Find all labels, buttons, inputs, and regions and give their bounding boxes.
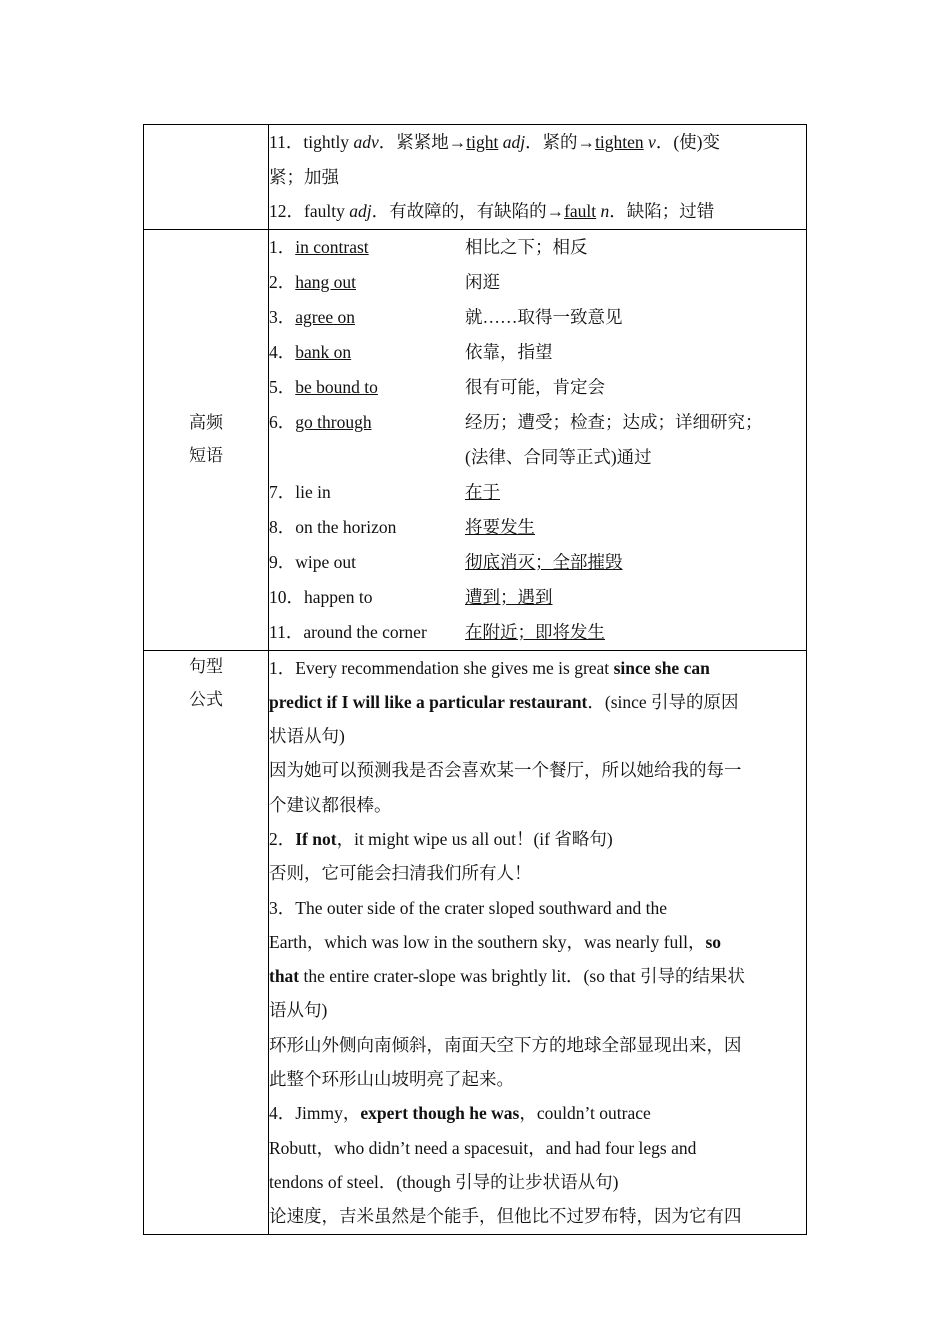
sentence-3: 3．The outer side of the crater sloped southward and the [269, 897, 667, 918]
category-label: 短语 [189, 445, 223, 466]
vocab-item-12: 12．faulty adj．有故障的，有缺陷的→fault n．缺陷；过错 [269, 201, 715, 221]
sentence-3-line: 语从句) [269, 1000, 328, 1021]
sentence-4-line: tendons of steel．(though 引导的让步状语从句) [269, 1171, 619, 1192]
category-cell-sentences [144, 650, 269, 1234]
sentence-3-line: that the entire crater-slope was brightly lit．(so that 引导的结果状 [269, 966, 745, 987]
vocabulary-table [143, 124, 807, 1235]
phrase-item: 5．be bound to 很有可能，肯定会 [269, 376, 605, 397]
phrase-list [269, 229, 807, 650]
sentence-4-line: Robutt，who didn’t need a spacesuit，and had four legs and [269, 1137, 697, 1158]
phrase-item: 9．wipe out 彻底消灭；全部摧毁 [269, 551, 623, 572]
phrase-item-cont: (法律、合同等正式)通过 [465, 446, 652, 467]
sentence-3-translation: 此整个环形山山坡明亮了起来。 [269, 1069, 514, 1090]
sentence-3-translation: 环形山外侧向南倾斜，南面天空下方的地球全部显现出来，因 [269, 1034, 742, 1055]
sentence-4: 4．Jimmy，expert though he was，couldn’t outrace [269, 1103, 651, 1124]
vocab-content [269, 125, 807, 230]
vocab-row [144, 125, 807, 230]
sentence-1-translation: 个建议都很棒。 [269, 794, 392, 815]
phrase-item: 10．happen to 遭到；遇到 [269, 586, 553, 607]
phrase-item: 3．agree on 就……取得一致意见 [269, 306, 623, 327]
phrase-item: 11．around the corner 在附近；即将发生 [269, 621, 605, 642]
sentence-1-line: predict if I will like a particular restaurant．(since 引导的原因 [269, 691, 739, 712]
sentence-4-translation: 论速度，吉米虽然是个能手，但他比不过罗布特，因为它有四 [269, 1206, 742, 1227]
phrase-item: 6．go through 经历；遭受；检查；达成；详细研究； [269, 411, 763, 432]
phrase-item: 4．bank on 依靠，指望 [269, 341, 553, 362]
sentence-1: 1．Every recommendation she gives me is great since she can [269, 657, 710, 678]
category-label: 句型 [189, 656, 223, 677]
sentence-2-translation: 否则，它可能会扫清我们所有人！ [269, 863, 532, 884]
category-cell-phrases [144, 229, 269, 650]
sentence-row [144, 650, 807, 1234]
category-label: 高频 [189, 412, 223, 433]
sentence-1-line: 状语从句) [269, 726, 345, 747]
category-cell-empty [144, 125, 269, 230]
phrase-item: 8．on the horizon 将要发生 [269, 516, 535, 537]
phrase-item: 7．lie in 在于 [269, 481, 500, 502]
vocab-item-11-cont: 紧；加强 [269, 166, 339, 187]
phrase-item: 1．in contrast 相比之下；相反 [269, 236, 588, 257]
sentence-3-line: Earth，which was low in the southern sky，was nearly full，so [269, 931, 722, 952]
vocab-item-11: 11．tightly adv．紧紧地→tight adj．紧的→tighten v．(使)变 [269, 132, 720, 152]
sentence-1-translation: 因为她可以预测我是否会喜欢某一个餐厅，所以她给我的每一 [269, 760, 742, 781]
sentence-list [269, 650, 807, 1234]
category-label: 公式 [189, 689, 223, 710]
phrase-item: 2．hang out 闲逛 [269, 271, 500, 292]
sentence-2: 2．If not，it might wipe us all out！(if 省略句) [269, 828, 613, 849]
phrase-row [144, 229, 807, 650]
